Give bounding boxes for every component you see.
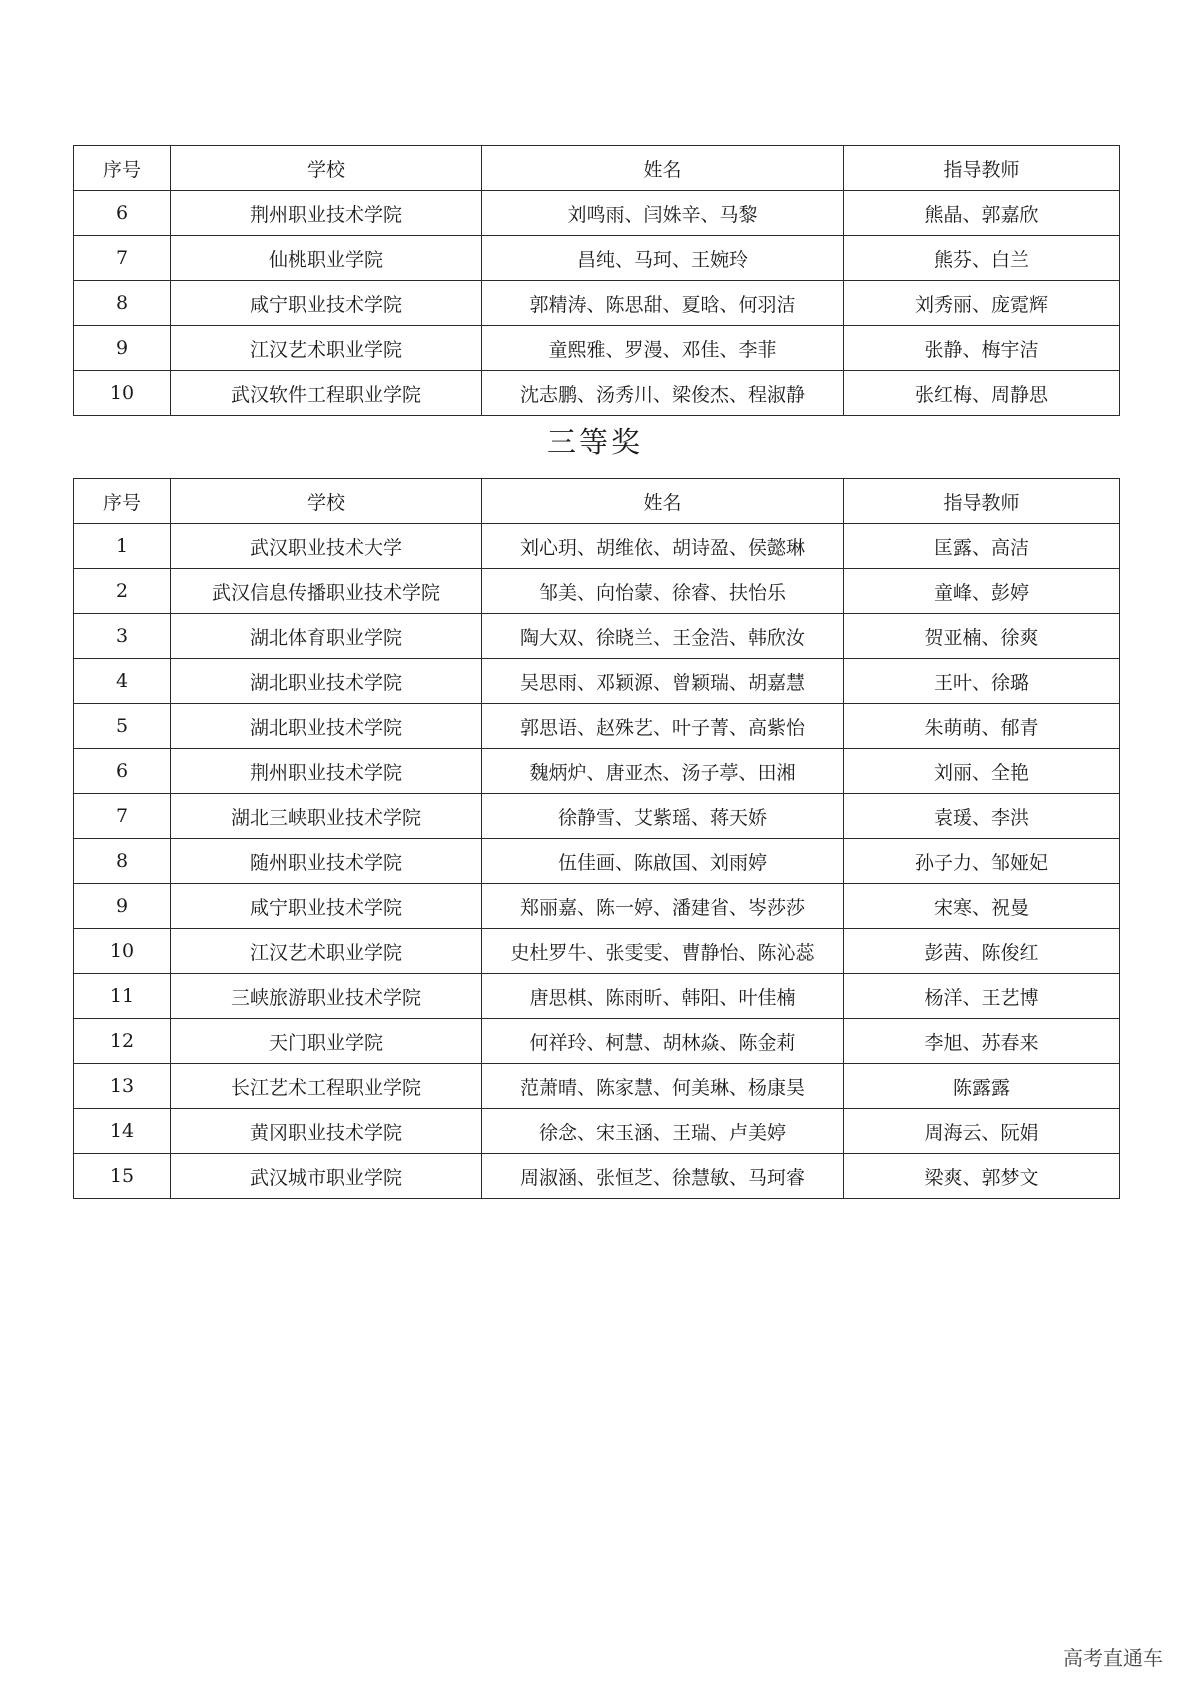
cell-advisors: 孙子力、邹娅妃 bbox=[844, 839, 1120, 884]
cell-names: 刘鸣雨、闫姝辛、马黎 bbox=[482, 191, 844, 236]
cell-advisors: 童峰、彭婷 bbox=[844, 569, 1120, 614]
cell-index: 4 bbox=[74, 659, 171, 704]
cell-school: 湖北体育职业学院 bbox=[171, 614, 482, 659]
cell-index: 9 bbox=[74, 884, 171, 929]
cell-names: 刘心玥、胡维依、胡诗盈、侯懿琳 bbox=[482, 524, 844, 569]
table-row bbox=[74, 371, 1120, 416]
cell-advisors: 王叶、徐璐 bbox=[844, 659, 1120, 704]
cell-advisors: 熊晶、郭嘉欣 bbox=[844, 191, 1120, 236]
cell-index: 1 bbox=[74, 524, 171, 569]
table-row bbox=[74, 704, 1120, 749]
cell-school: 天门职业学院 bbox=[171, 1019, 482, 1064]
cell-names: 伍佳画、陈啟国、刘雨婷 bbox=[482, 839, 844, 884]
cell-names: 徐静雪、艾紫瑶、蒋天娇 bbox=[482, 794, 844, 839]
cell-index: 7 bbox=[74, 236, 171, 281]
cell-names: 昌纯、马珂、王婉玲 bbox=[482, 236, 844, 281]
cell-names: 郭精涛、陈思甜、夏晗、何羽洁 bbox=[482, 281, 844, 326]
header-advisors: 指导教师 bbox=[844, 479, 1120, 524]
cell-school: 长江艺术工程职业学院 bbox=[171, 1064, 482, 1109]
table-row bbox=[74, 614, 1120, 659]
cell-advisors: 宋寒、祝曼 bbox=[844, 884, 1120, 929]
cell-index: 10 bbox=[74, 371, 171, 416]
cell-index: 13 bbox=[74, 1064, 171, 1109]
cell-names: 沈志鹏、汤秀川、梁俊杰、程淑静 bbox=[482, 371, 844, 416]
table-row bbox=[74, 884, 1120, 929]
cell-school: 武汉软件工程职业学院 bbox=[171, 371, 482, 416]
cell-index: 10 bbox=[74, 929, 171, 974]
cell-names: 徐念、宋玉涵、王瑞、卢美婷 bbox=[482, 1109, 844, 1154]
cell-index: 3 bbox=[74, 614, 171, 659]
cell-advisors: 袁瑗、李洪 bbox=[844, 794, 1120, 839]
header-names: 姓名 bbox=[482, 479, 844, 524]
cell-names: 童熙雅、罗漫、邓佳、李菲 bbox=[482, 326, 844, 371]
section-title-third-prize: 三等奖 bbox=[546, 425, 643, 459]
cell-advisors: 熊芬、白兰 bbox=[844, 236, 1120, 281]
cell-advisors: 刘丽、全艳 bbox=[844, 749, 1120, 794]
cell-index: 15 bbox=[74, 1154, 171, 1199]
cell-school: 咸宁职业技术学院 bbox=[171, 884, 482, 929]
header-advisors: 指导教师 bbox=[844, 146, 1120, 191]
table-row bbox=[74, 326, 1120, 371]
header-school: 学校 bbox=[171, 479, 482, 524]
cell-names: 吴思雨、邓颖源、曾颖瑞、胡嘉慧 bbox=[482, 659, 844, 704]
cell-advisors: 周海云、阮娟 bbox=[844, 1109, 1120, 1154]
cell-names: 郑丽嘉、陈一婷、潘建省、岑莎莎 bbox=[482, 884, 844, 929]
cell-index: 7 bbox=[74, 794, 171, 839]
table-row bbox=[74, 191, 1120, 236]
cell-school: 江汉艺术职业学院 bbox=[171, 326, 482, 371]
cell-names: 郭思语、赵殊艺、叶子菁、高紫怡 bbox=[482, 704, 844, 749]
cell-names: 唐思棋、陈雨昕、韩阳、叶佳楠 bbox=[482, 974, 844, 1019]
cell-index: 6 bbox=[74, 749, 171, 794]
table-row bbox=[74, 1109, 1120, 1154]
cell-school: 荆州职业技术学院 bbox=[171, 749, 482, 794]
watermark-text: 高考直通车 bbox=[1063, 1646, 1163, 1670]
cell-advisors: 匡露、高洁 bbox=[844, 524, 1120, 569]
cell-index: 12 bbox=[74, 1019, 171, 1064]
table-row bbox=[74, 1154, 1120, 1199]
cell-school: 湖北职业技术学院 bbox=[171, 704, 482, 749]
cell-names: 魏炳炉、唐亚杰、汤子葶、田湘 bbox=[482, 749, 844, 794]
header-index: 序号 bbox=[74, 479, 171, 524]
cell-school: 武汉信息传播职业技术学院 bbox=[171, 569, 482, 614]
cell-names: 邹美、向怡蒙、徐睿、扶怡乐 bbox=[482, 569, 844, 614]
table-row bbox=[74, 524, 1120, 569]
cell-advisors: 梁爽、郭梦文 bbox=[844, 1154, 1120, 1199]
table-header-row bbox=[74, 479, 1120, 524]
header-school: 学校 bbox=[171, 146, 482, 191]
table-row bbox=[74, 929, 1120, 974]
cell-advisors: 彭茜、陈俊红 bbox=[844, 929, 1120, 974]
cell-index: 2 bbox=[74, 569, 171, 614]
table-row bbox=[74, 659, 1120, 704]
cell-advisors: 贺亚楠、徐爽 bbox=[844, 614, 1120, 659]
table-row bbox=[74, 569, 1120, 614]
cell-school: 湖北三峡职业技术学院 bbox=[171, 794, 482, 839]
cell-advisors: 李旭、苏春来 bbox=[844, 1019, 1120, 1064]
table-row bbox=[74, 839, 1120, 884]
cell-school: 黄冈职业技术学院 bbox=[171, 1109, 482, 1154]
cell-index: 5 bbox=[74, 704, 171, 749]
cell-advisors: 张红梅、周静思 bbox=[844, 371, 1120, 416]
cell-index: 14 bbox=[74, 1109, 171, 1154]
cell-school: 随州职业技术学院 bbox=[171, 839, 482, 884]
cell-advisors: 杨洋、王艺博 bbox=[844, 974, 1120, 1019]
cell-names: 史杜罗牛、张雯雯、曹静怡、陈沁蕊 bbox=[482, 929, 844, 974]
header-index: 序号 bbox=[74, 146, 171, 191]
cell-names: 范萧晴、陈家慧、何美琳、杨康昊 bbox=[482, 1064, 844, 1109]
cell-school: 仙桃职业学院 bbox=[171, 236, 482, 281]
cell-index: 11 bbox=[74, 974, 171, 1019]
cell-names: 何祥玲、柯慧、胡林焱、陈金莉 bbox=[482, 1019, 844, 1064]
cell-school: 三峡旅游职业技术学院 bbox=[171, 974, 482, 1019]
table-row bbox=[74, 236, 1120, 281]
cell-index: 8 bbox=[74, 281, 171, 326]
table-row bbox=[74, 749, 1120, 794]
table-row bbox=[74, 794, 1120, 839]
cell-names: 陶大双、徐晓兰、王金浩、韩欣汝 bbox=[482, 614, 844, 659]
cell-names: 周淑涵、张恒芝、徐慧敏、马珂睿 bbox=[482, 1154, 844, 1199]
cell-school: 武汉职业技术大学 bbox=[171, 524, 482, 569]
cell-index: 9 bbox=[74, 326, 171, 371]
cell-school: 荆州职业技术学院 bbox=[171, 191, 482, 236]
award-table-continued bbox=[73, 145, 1120, 416]
table-row bbox=[74, 1019, 1120, 1064]
cell-index: 6 bbox=[74, 191, 171, 236]
cell-school: 江汉艺术职业学院 bbox=[171, 929, 482, 974]
table-row bbox=[74, 974, 1120, 1019]
cell-advisors: 刘秀丽、庞霓辉 bbox=[844, 281, 1120, 326]
header-names: 姓名 bbox=[482, 146, 844, 191]
award-table-third-prize bbox=[73, 478, 1120, 1199]
cell-advisors: 张静、梅宇洁 bbox=[844, 326, 1120, 371]
cell-school: 武汉城市职业学院 bbox=[171, 1154, 482, 1199]
table-row bbox=[74, 281, 1120, 326]
cell-advisors: 朱萌萌、郁青 bbox=[844, 704, 1120, 749]
cell-index: 8 bbox=[74, 839, 171, 884]
table-header-row bbox=[74, 146, 1120, 191]
cell-school: 咸宁职业技术学院 bbox=[171, 281, 482, 326]
table-row bbox=[74, 1064, 1120, 1109]
cell-school: 湖北职业技术学院 bbox=[171, 659, 482, 704]
cell-advisors: 陈露露 bbox=[844, 1064, 1120, 1109]
